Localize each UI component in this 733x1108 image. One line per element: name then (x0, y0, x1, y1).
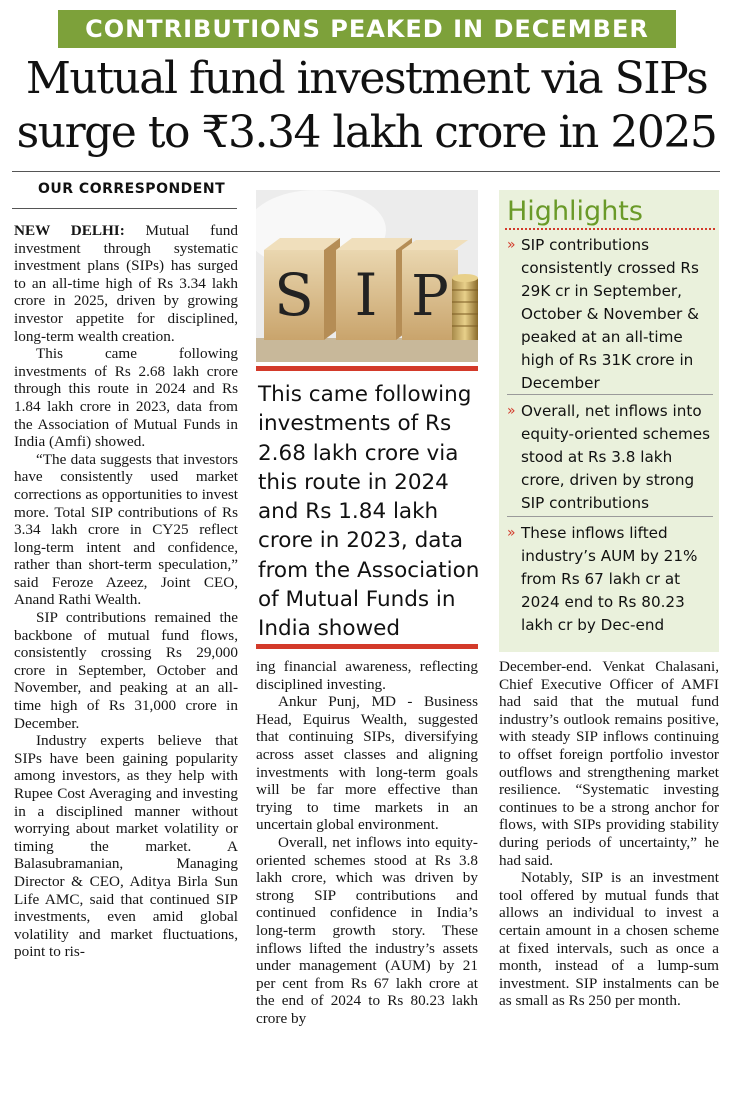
chevron-right-icon: » (507, 525, 516, 541)
article-paragraph: Industry experts believe that SIPs have been gaining popularity among investors, as they help with Rupee Cost Averaging and investing in a disciplined manner without worrying about market volatility or timing the market. A Balasubramanian, Managing Director & CEO, Aditya Birla Sun Life AMC, said that continued SIP investments, even amid global volatility and market fluctuations, point to ris- (14, 732, 238, 961)
highlight-text: Overall, net inflows into equity-oriented schemes stood at Rs 3.8 lakh crore, driven by strong SIP contributions (521, 402, 711, 512)
highlight-text: SIP contributions consistently crossed Rs 29K cr in September, October & November & peaked at an all-time high of Rs 31K crore in December (521, 236, 699, 392)
highlight-separator (507, 394, 713, 395)
block-letter: P (411, 264, 449, 329)
headline-line-2: surge to ₹3.34 lakh crore in 2025 (16, 107, 717, 158)
pull-quote: This came following investments of Rs 2.68 lakh crore via this route in 2024 and Rs 1.84 lakh crore in 2023, data from the Association of Mutual Funds in India showed (258, 382, 480, 642)
article-paragraph: This came following investments of Rs 2.68 lakh crore through this route in 2024 and Rs 1.84 lakh crore in 2023, data from the Association of Mutual Funds in India (Amfi) showed. (14, 345, 238, 451)
article-column-1 (14, 222, 238, 961)
highlights-title: Highlights (507, 196, 643, 227)
headline (8, 52, 725, 160)
sip-blocks-illustration (256, 190, 478, 362)
byline-rule (12, 208, 237, 209)
byline: OUR CORRESPONDENT (38, 181, 226, 197)
top-rule (12, 171, 720, 172)
chevron-right-icon: » (507, 403, 516, 419)
paragraph-text: Mutual fund investment through systematic investment plans (SIPs) has surged to an all-time high of Rs 3.34 lakh crore in 2025, driven by growing investor appetite for disciplined, long-term wealth creation. (14, 222, 238, 345)
coin-stack (452, 274, 478, 340)
sip-blocks-photo (256, 190, 478, 362)
headline-line-1: Mutual fund investment via SIPs (25, 53, 708, 104)
article-paragraph: Overall, net inflows into equity-oriented schemes stood at Rs 3.8 lakh crore, which was driven by strong SIP contributions and continued confidence in India’s long-term growth story. These inflows lifted the industry’s assets under management (AUM) by 21 per cent from Rs 67 lakh crore at the end of 2024 to Rs 80.23 lakh crore by (256, 833, 478, 1027)
pullquote-bottom-bar (256, 644, 478, 649)
highlights-dotted-rule (505, 228, 715, 230)
highlight-item (507, 400, 717, 515)
article-column-3 (499, 658, 719, 1010)
article-paragraph: December-end. Venkat Chalasani, Chief Executive Officer of AMFI had said that the mutual fund industry’s outlook remains positive, with steady SIP inflows continuing to offset foreign portfolio investor outflows and strengthening market resilience. “Systematic investing continues to be a strong anchor for flows, with SIPs providing stability during periods of uncertainty,” he had said. (499, 658, 719, 869)
chevron-right-icon: » (507, 237, 516, 253)
article-paragraph (14, 222, 238, 345)
article-paragraph: “The data suggests that investors have consistently used market corrections as opportunities to invest more. Total SIP contributions of Rs 3.34 lakh crore in CY25 reflect long-term intent and confidence, rather than short-term speculation,” said Feroze Azeez, Joint CEO, Anand Rathi Wealth. (14, 450, 238, 609)
highlight-item (507, 522, 717, 637)
dateline: NEW DELHI: (14, 222, 125, 239)
highlight-separator (507, 516, 713, 517)
block-letter: I (354, 261, 378, 329)
article-paragraph: SIP contributions remained the backbone of mutual fund flows, consistently crossing Rs 29,000 crore in September, October and November, and peaking at an all-time high of Rs 31,000 crore in December. (14, 609, 238, 732)
wood-block (336, 238, 412, 340)
article-paragraph: Notably, SIP is an investment tool offered by mutual funds that allows an individual to invest a certain amount in a chosen scheme at fixed intervals, such as once a month, instead of a lump-sum investment. SIP instalments can be as small as Rs 250 per month. (499, 869, 719, 1010)
highlight-text: These inflows lifted industry’s AUM by 21% from Rs 67 lakh cr at 2024 end to Rs 80.23 lakh cr by Dec-end (521, 524, 698, 634)
block-letter: S (274, 261, 314, 329)
pullquote-top-bar (256, 366, 478, 371)
article-paragraph: Ankur Punj, MD - Business Head, Equirus Wealth, suggested that continuing SIPs, diversifying across asset classes and aligning investments with long-term goals will be far more effective than trying to time markets in an uncertain global environment. (256, 693, 478, 834)
kicker-banner: CONTRIBUTIONS PEAKED IN DECEMBER (58, 10, 676, 48)
highlight-item (507, 234, 717, 395)
highlights-box (499, 190, 719, 652)
article-paragraph: ing financial awareness, reflecting disciplined investing. (256, 658, 478, 693)
article-column-2 (256, 658, 478, 1027)
wood-block (264, 238, 340, 340)
